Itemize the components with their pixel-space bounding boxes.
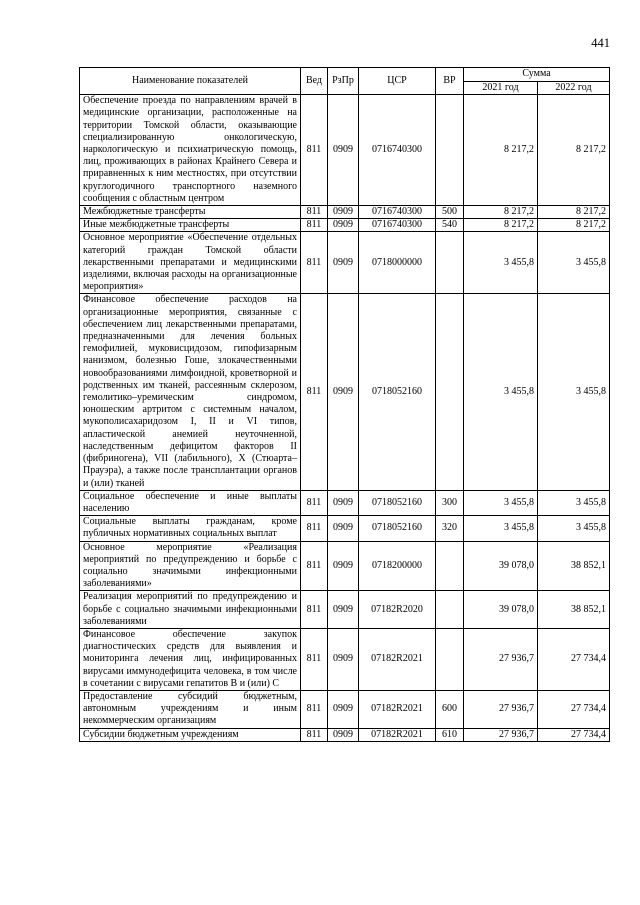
table-row [80, 516, 610, 541]
row-rzpr-cell: 0909 [328, 728, 359, 741]
row-ved-cell: 811 [301, 690, 328, 728]
table-row [80, 591, 610, 629]
row-csr-cell: 07182R2020 [359, 591, 436, 629]
row-name-cell: Предоставление субсидий бюджетным, автономным учреждениям и иным некоммерческим организациям [80, 690, 301, 728]
header-year-2022: 2022 год [538, 82, 610, 95]
row-name-cell: Реализация мероприятий по предупреждению и борьбе с социально значимыми инфекционными заболеваниями [80, 591, 301, 629]
row-name-cell: Межбюджетные трансферты [80, 206, 301, 219]
row-rzpr-cell: 0909 [328, 541, 359, 591]
row-vr-cell [436, 591, 464, 629]
row-rzpr-cell: 0909 [328, 206, 359, 219]
row-name-cell: Основное мероприятие «Обеспечение отдельных категорий граждан Томской области лекарственными препаратами и медицинскими изделиями, включая расходы на организационные мероприятия» [80, 232, 301, 294]
row-sum-2021-cell: 39 078,0 [464, 541, 538, 591]
row-ved-cell: 811 [301, 516, 328, 541]
row-ved-cell: 811 [301, 490, 328, 515]
header-rzpr: РзПр [328, 68, 359, 95]
row-vr-cell: 300 [436, 490, 464, 515]
row-rzpr-cell: 0909 [328, 95, 359, 206]
row-vr-cell [436, 232, 464, 294]
row-sum-2021-cell: 3 455,8 [464, 490, 538, 515]
row-csr-cell: 0718052160 [359, 516, 436, 541]
row-sum-2022-cell: 38 852,1 [538, 591, 610, 629]
row-rzpr-cell: 0909 [328, 219, 359, 232]
row-sum-2021-cell: 3 455,8 [464, 294, 538, 490]
table-row [80, 206, 610, 219]
page-number: 441 [591, 36, 610, 50]
table-row [80, 232, 610, 294]
row-rzpr-cell: 0909 [328, 628, 359, 690]
table-body [80, 95, 610, 742]
row-ved-cell: 811 [301, 206, 328, 219]
table-row [80, 95, 610, 206]
row-sum-2022-cell: 27 734,4 [538, 628, 610, 690]
row-sum-2022-cell: 3 455,8 [538, 490, 610, 515]
row-csr-cell: 0716740300 [359, 95, 436, 206]
row-name-cell: Иные межбюджетные трансферты [80, 219, 301, 232]
header-ved: Вед [301, 68, 328, 95]
header-year-2021: 2021 год [464, 82, 538, 95]
header-csr: ЦСР [359, 68, 436, 95]
row-rzpr-cell: 0909 [328, 591, 359, 629]
row-vr-cell: 600 [436, 690, 464, 728]
row-rzpr-cell: 0909 [328, 516, 359, 541]
row-csr-cell: 0718052160 [359, 294, 436, 490]
table-row [80, 294, 610, 490]
row-ved-cell: 811 [301, 294, 328, 490]
row-sum-2022-cell: 3 455,8 [538, 516, 610, 541]
row-name-cell: Обеспечение проезда по направлениям врачей в медицинские организации, расположенные на территории Томской области, оказывающие специализированную онкологическую, наркологическую и психиатрическую помощь, лиц, проживающих в районах Крайнего Севера и приравненных к ним местностях, при отсутствии круглогодичного транспортного наземного сообщения с областным центром [80, 95, 301, 206]
table-row [80, 728, 610, 741]
row-name-cell: Основное мероприятие «Реализация мероприятий по предупреждению и борьбе с социально значимыми инфекционными заболеваниями» [80, 541, 301, 591]
row-rzpr-cell: 0909 [328, 232, 359, 294]
row-csr-cell: 0718000000 [359, 232, 436, 294]
table-row [80, 628, 610, 690]
row-sum-2022-cell: 8 217,2 [538, 206, 610, 219]
row-rzpr-cell: 0909 [328, 490, 359, 515]
row-sum-2021-cell: 27 936,7 [464, 690, 538, 728]
row-csr-cell: 0716740300 [359, 206, 436, 219]
row-csr-cell: 07182R2021 [359, 728, 436, 741]
row-ved-cell: 811 [301, 95, 328, 206]
header-name: Наименование показателей [80, 68, 301, 95]
row-sum-2021-cell: 8 217,2 [464, 206, 538, 219]
row-sum-2022-cell: 27 734,4 [538, 690, 610, 728]
row-sum-2021-cell: 8 217,2 [464, 219, 538, 232]
table-row [80, 490, 610, 515]
row-csr-cell: 0716740300 [359, 219, 436, 232]
row-sum-2022-cell: 8 217,2 [538, 95, 610, 206]
row-sum-2022-cell: 38 852,1 [538, 541, 610, 591]
row-rzpr-cell: 0909 [328, 294, 359, 490]
row-vr-cell: 610 [436, 728, 464, 741]
row-csr-cell: 07182R2021 [359, 628, 436, 690]
row-ved-cell: 811 [301, 591, 328, 629]
row-ved-cell: 811 [301, 219, 328, 232]
row-sum-2022-cell: 3 455,8 [538, 232, 610, 294]
row-vr-cell: 500 [436, 206, 464, 219]
row-sum-2022-cell: 8 217,2 [538, 219, 610, 232]
row-csr-cell: 07182R2021 [359, 690, 436, 728]
row-vr-cell: 320 [436, 516, 464, 541]
row-vr-cell [436, 95, 464, 206]
row-sum-2021-cell: 39 078,0 [464, 591, 538, 629]
row-sum-2022-cell: 3 455,8 [538, 294, 610, 490]
row-sum-2021-cell: 27 936,7 [464, 728, 538, 741]
header-vr: ВР [436, 68, 464, 95]
row-ved-cell: 811 [301, 628, 328, 690]
row-csr-cell: 0718200000 [359, 541, 436, 591]
row-name-cell: Социальные выплаты гражданам, кроме публичных нормативных социальных выплат [80, 516, 301, 541]
budget-table [79, 67, 610, 742]
row-csr-cell: 0718052160 [359, 490, 436, 515]
row-name-cell: Финансовое обеспечение закупок диагностических средств для выявления и мониторинга лечения лиц, инфицированных вирусами иммунодефицита человека, в том числе в сочетании с вирусами гепатитов B и (или) C [80, 628, 301, 690]
row-sum-2021-cell: 3 455,8 [464, 516, 538, 541]
row-vr-cell [436, 541, 464, 591]
table-row [80, 219, 610, 232]
row-sum-2021-cell: 27 936,7 [464, 628, 538, 690]
row-vr-cell [436, 294, 464, 490]
row-vr-cell: 540 [436, 219, 464, 232]
row-vr-cell [436, 628, 464, 690]
row-ved-cell: 811 [301, 728, 328, 741]
table-row [80, 541, 610, 591]
table-row [80, 690, 610, 728]
row-sum-2022-cell: 27 734,4 [538, 728, 610, 741]
row-name-cell: Финансовое обеспечение расходов на организационные мероприятия, связанные с обеспечением лиц лекарственными препаратами, предназначенными для лечения больных гемофилией, муковисцидозом, гипофизарным нанизмом, болезнью Гоше, злокачественными новообразованиями лимфоидной, кроветворной и родственных им тканей, рассеянным склерозом, гемолитико–уремическим синдромом, юношеским артритом с системным началом, мукополисахаридозом I, II и VI типов, апластической анемией неуточненной, наследственным дефицитом факторов II (фибриногена), VII (лабильного), X (Стюарта–Прауэра), а также после трансплантации органов и (или) тканей [80, 294, 301, 490]
header-sum: Сумма [464, 68, 610, 82]
row-sum-2021-cell: 8 217,2 [464, 95, 538, 206]
row-name-cell: Субсидии бюджетным учреждениям [80, 728, 301, 741]
row-ved-cell: 811 [301, 541, 328, 591]
row-rzpr-cell: 0909 [328, 690, 359, 728]
table-header [80, 68, 610, 95]
row-ved-cell: 811 [301, 232, 328, 294]
row-sum-2021-cell: 3 455,8 [464, 232, 538, 294]
row-name-cell: Социальное обеспечение и иные выплаты населению [80, 490, 301, 515]
